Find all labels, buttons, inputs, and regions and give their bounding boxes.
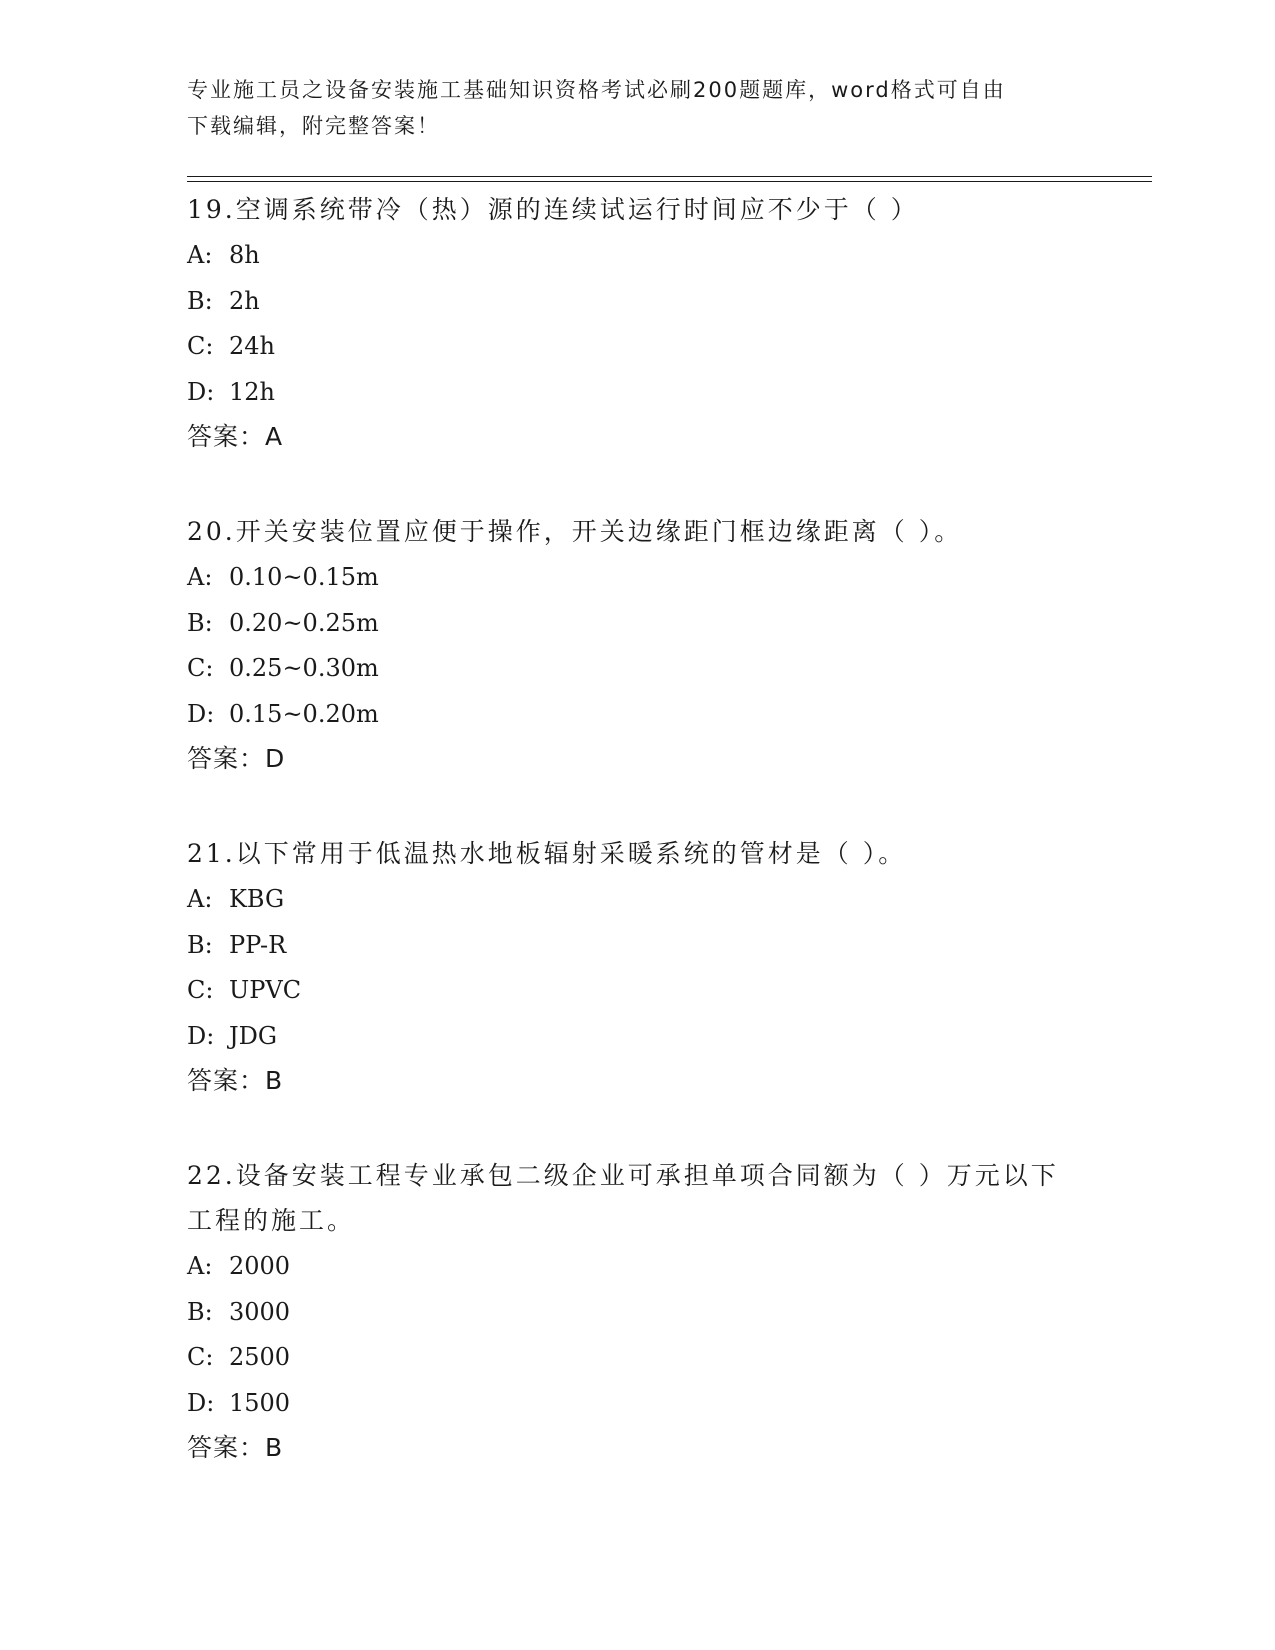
option-text: 2000 — [229, 1252, 291, 1280]
answer-line: 答案：B — [187, 1066, 284, 1095]
option-d — [187, 370, 1147, 416]
answer-line: 答案：D — [187, 744, 286, 773]
option-key: C: — [187, 1343, 214, 1371]
option-c — [187, 1335, 1147, 1381]
question-list — [187, 187, 1147, 1520]
option-text: 8h — [229, 241, 260, 269]
option-text: 3000 — [229, 1297, 291, 1326]
option-key: B: — [187, 608, 213, 637]
option-a — [187, 1244, 1147, 1290]
option-b — [187, 923, 1147, 969]
option-b — [187, 279, 1147, 325]
option-key: D: — [187, 699, 215, 728]
option-text: 2h — [229, 286, 260, 315]
option-text: KBG — [229, 885, 285, 913]
option-key: D: — [187, 1388, 215, 1417]
option-c — [187, 968, 1147, 1014]
question-stem: 19.空调系统带冷（热）源的连续试运行时间应不少于（ ） — [187, 195, 919, 224]
question-stem: 21.以下常用于低温热水地板辐射采暖系统的管材是（ ）。 — [187, 839, 907, 868]
option-key: D: — [187, 377, 215, 406]
answer-line: 答案：B — [187, 1433, 284, 1462]
option-text: 12h — [229, 377, 275, 406]
option-key: D: — [187, 1021, 215, 1050]
option-text: 0.10~0.15m — [229, 563, 379, 591]
option-text: JDG — [229, 1021, 278, 1050]
option-text: PP-R — [229, 930, 287, 959]
question-20 — [187, 509, 1147, 781]
option-text: 0.20~0.25m — [229, 608, 379, 637]
option-key: A: — [187, 563, 213, 591]
option-key: A: — [187, 241, 213, 269]
question-22 — [187, 1153, 1147, 1470]
option-text: 1500 — [229, 1388, 291, 1417]
option-b — [187, 601, 1147, 647]
option-key: A: — [187, 1252, 213, 1280]
option-key: A: — [187, 885, 213, 913]
question-19 — [187, 187, 1147, 459]
option-key: C: — [187, 654, 214, 682]
question-21 — [187, 831, 1147, 1103]
option-b — [187, 1290, 1147, 1336]
header-divider-bottom — [187, 181, 1152, 182]
option-text: 0.25~0.30m — [229, 654, 379, 682]
option-key: C: — [187, 332, 214, 360]
option-text: UPVC — [229, 976, 302, 1004]
document-header — [187, 72, 1067, 144]
option-key: C: — [187, 976, 214, 1004]
option-a — [187, 877, 1147, 923]
option-key: B: — [187, 1297, 213, 1326]
option-text: 2500 — [229, 1343, 291, 1371]
option-key: B: — [187, 930, 213, 959]
question-stem: 20.开关安装位置应便于操作，开关边缘距门框边缘距离（ ）。 — [187, 517, 963, 546]
option-d — [187, 1014, 1147, 1060]
option-d — [187, 692, 1147, 738]
header-line-1: 专业施工员之设备安装施工基础知识资格考试必刷200题题库，word格式可自由 — [187, 78, 1006, 102]
option-text: 0.15~0.20m — [229, 699, 379, 728]
option-text: 24h — [229, 332, 275, 360]
option-a — [187, 233, 1147, 279]
option-c — [187, 324, 1147, 370]
option-a — [187, 555, 1147, 601]
header-line-2: 下载编辑，附完整答案！ — [187, 114, 440, 138]
option-c — [187, 646, 1147, 692]
option-key: B: — [187, 286, 213, 315]
header-divider-top — [187, 176, 1152, 177]
answer-line: 答案：A — [187, 422, 284, 451]
option-d — [187, 1381, 1147, 1427]
question-stem: 22.设备安装工程专业承包二级企业可承担单项合同额为（ ）万元以下工程的施工。 — [187, 1161, 1059, 1235]
